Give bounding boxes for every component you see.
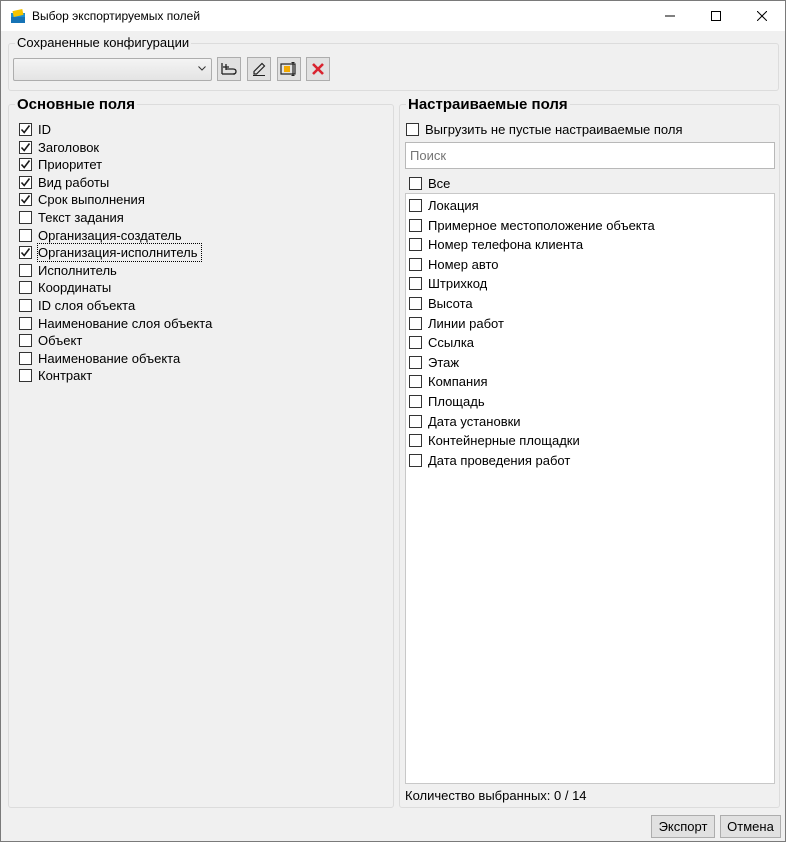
app-icon xyxy=(10,9,26,24)
custom-field-row[interactable] xyxy=(409,197,479,214)
custom-field-checkbox[interactable] xyxy=(409,258,422,271)
custom-field-label: Локация xyxy=(428,198,479,213)
main-field-label: Организация-исполнитель xyxy=(38,244,201,261)
custom-field-checkbox[interactable] xyxy=(409,395,422,408)
saved-configurations-legend: Сохраненные конфигурации xyxy=(17,35,190,50)
main-field-label: Исполнитель xyxy=(38,262,117,278)
custom-field-label: Дата установки xyxy=(428,413,521,429)
custom-field-row[interactable] xyxy=(409,256,499,273)
main-field-label: Объект xyxy=(38,333,83,349)
main-field-label: Вид работы xyxy=(38,174,110,190)
main-field-label: ID xyxy=(38,122,51,137)
main-field-row[interactable] xyxy=(19,227,182,244)
cancel-button[interactable]: Отмена xyxy=(720,815,781,838)
main-field-row[interactable] xyxy=(19,279,111,296)
custom-field-row[interactable] xyxy=(409,413,521,430)
main-field-row[interactable] xyxy=(19,244,201,261)
custom-field-row[interactable] xyxy=(409,354,459,371)
edit-configuration-button[interactable] xyxy=(247,57,271,81)
main-field-checkbox[interactable] xyxy=(19,352,32,365)
chevron-down-icon xyxy=(198,66,206,71)
custom-field-checkbox[interactable] xyxy=(409,356,422,369)
main-field-label: Контракт xyxy=(38,368,93,384)
custom-field-label: Ссылка xyxy=(428,335,475,351)
selected-count: Количество выбранных: 0 / 14 xyxy=(405,788,587,803)
custom-field-checkbox[interactable] xyxy=(409,434,422,447)
main-field-label: ID слоя объекта xyxy=(38,298,136,313)
custom-field-row[interactable] xyxy=(409,275,487,292)
pencil-icon xyxy=(251,61,267,77)
main-fields-legend: Основные поля xyxy=(17,96,135,113)
main-field-row[interactable] xyxy=(19,367,92,384)
custom-field-checkbox[interactable] xyxy=(409,336,422,349)
main-field-label: Срок выполнения xyxy=(38,192,145,208)
custom-field-row[interactable] xyxy=(409,452,570,469)
export-nonempty-checkbox-row[interactable] xyxy=(406,121,683,138)
select-all-checkbox[interactable] xyxy=(409,177,422,190)
main-field-checkbox[interactable] xyxy=(19,317,32,330)
main-field-checkbox[interactable] xyxy=(19,123,32,136)
custom-fields-legend: Настраиваемые поля xyxy=(408,96,568,113)
main-field-row[interactable] xyxy=(19,315,212,332)
custom-field-label: Контейнерные площадки xyxy=(428,433,580,449)
custom-field-checkbox[interactable] xyxy=(409,454,422,467)
custom-field-row[interactable] xyxy=(409,373,488,390)
main-field-row[interactable] xyxy=(19,350,180,367)
export-button[interactable]: Экспорт xyxy=(651,815,715,838)
custom-field-checkbox[interactable] xyxy=(409,317,422,330)
configuration-select[interactable] xyxy=(13,58,212,81)
main-field-checkbox[interactable] xyxy=(19,264,32,277)
custom-field-checkbox[interactable] xyxy=(409,238,422,251)
custom-field-row[interactable] xyxy=(409,236,583,253)
main-field-row[interactable] xyxy=(19,332,82,349)
main-field-checkbox[interactable] xyxy=(19,334,32,347)
main-field-row[interactable] xyxy=(19,121,51,138)
main-field-checkbox[interactable] xyxy=(19,281,32,294)
minimize-button[interactable] xyxy=(647,1,693,31)
main-field-checkbox[interactable] xyxy=(19,229,32,242)
search-input[interactable] xyxy=(405,142,775,169)
main-field-checkbox[interactable] xyxy=(19,299,32,312)
main-field-row[interactable] xyxy=(19,209,124,226)
main-field-label: Наименование слоя объекта xyxy=(38,315,213,331)
main-field-row[interactable] xyxy=(19,297,135,314)
custom-field-label: Штрихкод xyxy=(428,276,488,292)
close-icon xyxy=(757,11,767,21)
custom-field-row[interactable] xyxy=(409,432,580,449)
save-configuration-button[interactable] xyxy=(277,57,301,81)
minimize-icon xyxy=(665,11,675,21)
custom-field-checkbox[interactable] xyxy=(409,375,422,388)
custom-field-label: Высота xyxy=(428,296,473,311)
custom-field-checkbox[interactable] xyxy=(409,415,422,428)
main-field-label: Заголовок xyxy=(38,139,100,155)
main-field-label: Координаты xyxy=(38,280,112,296)
maximize-icon xyxy=(711,11,721,21)
custom-field-row[interactable] xyxy=(409,334,474,351)
custom-fields-list[interactable] xyxy=(405,193,775,784)
custom-field-label: Этаж xyxy=(428,354,460,370)
save-as-icon xyxy=(280,61,298,77)
export-nonempty-label: Выгрузить не пустые настраиваемые поля xyxy=(425,122,683,137)
add-configuration-button[interactable] xyxy=(217,57,241,81)
main-field-checkbox[interactable] xyxy=(19,141,32,154)
custom-field-label: Дата проведения работ xyxy=(428,452,571,468)
main-field-row[interactable] xyxy=(19,191,145,208)
add-configuration-icon xyxy=(220,61,238,77)
main-field-checkbox[interactable] xyxy=(19,369,32,382)
custom-field-label: Линии работ xyxy=(428,315,504,331)
delete-icon xyxy=(311,62,325,76)
close-button[interactable] xyxy=(739,1,785,31)
custom-field-checkbox[interactable] xyxy=(409,199,422,212)
main-field-label: Приоритет xyxy=(38,157,103,173)
window-title: Выбор экспортируемых полей xyxy=(32,9,201,23)
export-nonempty-checkbox[interactable] xyxy=(406,123,419,136)
main-field-row[interactable] xyxy=(19,262,117,279)
select-all-row[interactable] xyxy=(409,175,450,192)
custom-field-row[interactable] xyxy=(409,217,655,234)
title-bar xyxy=(1,1,785,31)
custom-field-row[interactable] xyxy=(409,295,473,312)
main-field-checkbox[interactable] xyxy=(19,211,32,224)
main-field-row[interactable] xyxy=(19,139,99,156)
custom-field-label: Площадь xyxy=(428,394,485,409)
main-field-row[interactable] xyxy=(19,174,109,191)
custom-field-label: Номер телефона клиента xyxy=(428,237,584,253)
main-field-checkbox[interactable] xyxy=(19,176,32,189)
main-field-label: Текст задания xyxy=(38,210,124,225)
select-all-label: Все xyxy=(428,176,451,191)
maximize-button[interactable] xyxy=(693,1,739,31)
delete-configuration-button[interactable] xyxy=(306,57,330,81)
custom-field-label: Компания xyxy=(428,374,488,390)
custom-field-checkbox[interactable] xyxy=(409,277,422,290)
custom-field-row[interactable] xyxy=(409,315,504,332)
custom-field-checkbox[interactable] xyxy=(409,219,422,232)
custom-field-label: Примерное местоположение объекта xyxy=(428,217,655,233)
custom-field-label: Номер авто xyxy=(428,256,499,272)
main-field-checkbox[interactable] xyxy=(19,158,32,171)
main-field-row[interactable] xyxy=(19,156,102,173)
main-field-label: Наименование объекта xyxy=(38,350,181,366)
main-field-checkbox[interactable] xyxy=(19,193,32,206)
custom-field-row[interactable] xyxy=(409,393,485,410)
main-field-label: Организация-создатель xyxy=(38,227,182,243)
main-field-checkbox[interactable] xyxy=(19,246,32,259)
custom-field-checkbox[interactable] xyxy=(409,297,422,310)
